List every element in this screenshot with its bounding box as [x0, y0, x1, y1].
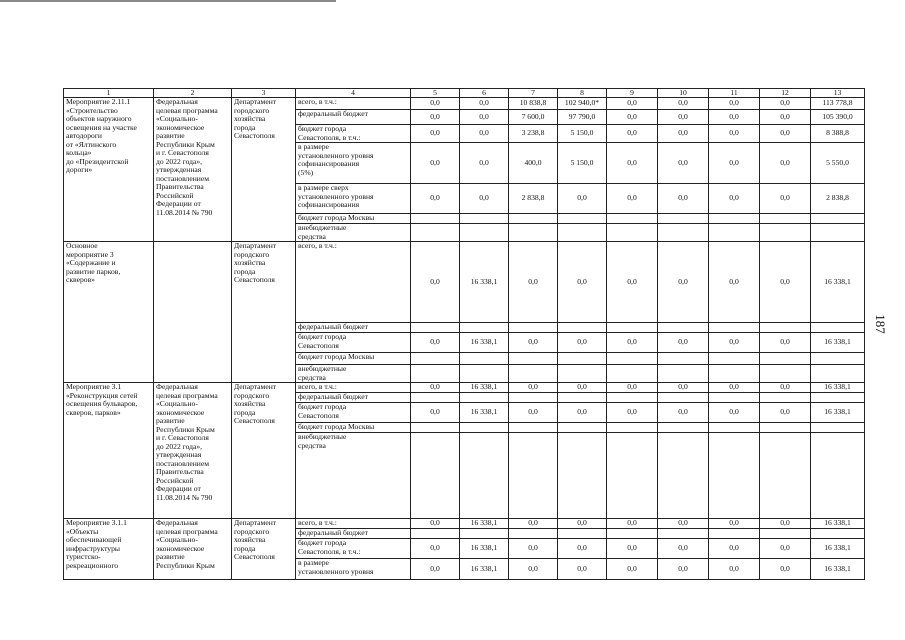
value-cell [509, 224, 558, 242]
header-cell: 1 [64, 89, 154, 98]
value-cell: 0,0 [509, 519, 558, 529]
program-cell [154, 242, 232, 383]
value-cell [811, 353, 865, 365]
value-cell [658, 393, 709, 403]
value-cell: 0,0 [658, 143, 709, 184]
funding-source-cell: в размере сверх установленного уровня софинансирования [296, 184, 411, 214]
funding-source-cell: федеральный бюджет [296, 393, 411, 403]
value-cell [760, 224, 811, 242]
value-cell: 0,0 [558, 333, 607, 353]
value-cell [709, 393, 760, 403]
value-cell: 0,0 [760, 242, 811, 323]
value-cell [460, 433, 509, 519]
value-cell: 0,0 [509, 383, 558, 393]
funding-source-cell: федеральный бюджет [296, 110, 411, 125]
header-cell: 4 [296, 89, 411, 98]
funding-source-cell: бюджет города Севастополя [296, 333, 411, 353]
value-cell: 0,0 [558, 559, 607, 580]
program-cell: Федеральная целевая программа «Социально- экономическое развитие Республики Крым и г. Севастополя до 2022 года», утвержденная постановлением Правительства Российской Федерации от 11.08.2014 № 790 [154, 383, 232, 519]
funding-source-cell: бюджет города Москвы [296, 214, 411, 224]
value-cell [811, 433, 865, 519]
value-cell [811, 224, 865, 242]
value-cell: 0,0 [709, 242, 760, 323]
value-cell [411, 353, 460, 365]
value-cell: 0,0 [760, 143, 811, 184]
value-cell [460, 529, 509, 539]
value-cell: 0,0 [460, 110, 509, 125]
value-cell [658, 433, 709, 519]
header-cell: 7 [509, 89, 558, 98]
funding-source-cell: бюджет города Севастополя, в т.ч.: [296, 125, 411, 143]
value-cell: 0,0 [411, 383, 460, 393]
value-cell: 0,0 [509, 403, 558, 423]
value-cell: 2 838,8 [811, 184, 865, 214]
value-cell: 0,0 [607, 559, 658, 580]
value-cell [558, 353, 607, 365]
value-cell [558, 214, 607, 224]
value-cell: 0,0 [709, 110, 760, 125]
value-cell: 0,0 [411, 333, 460, 353]
value-cell: 0,0 [709, 383, 760, 393]
table-body [64, 89, 865, 580]
value-cell: 97 790,0 [558, 110, 607, 125]
value-cell: 0,0 [509, 559, 558, 580]
value-cell [709, 224, 760, 242]
value-cell: 0,0 [607, 539, 658, 559]
budget-table [63, 88, 865, 580]
value-cell: 0,0 [411, 143, 460, 184]
value-cell: 16 338,1 [460, 333, 509, 353]
value-cell: 0,0 [607, 98, 658, 110]
header-cell: 9 [607, 89, 658, 98]
value-cell [760, 353, 811, 365]
value-cell: 0,0 [658, 333, 709, 353]
value-cell: 5 150,0 [558, 125, 607, 143]
value-cell [760, 529, 811, 539]
value-cell: 0,0 [411, 125, 460, 143]
value-cell [760, 433, 811, 519]
value-cell [760, 365, 811, 383]
value-cell [607, 433, 658, 519]
value-cell: 0,0 [658, 519, 709, 529]
value-cell [460, 353, 509, 365]
value-cell: 16 338,1 [460, 403, 509, 423]
value-cell: 16 338,1 [460, 539, 509, 559]
value-cell: 10 838,8 [509, 98, 558, 110]
value-cell [811, 423, 865, 433]
value-cell [709, 365, 760, 383]
value-cell [460, 365, 509, 383]
value-cell: 0,0 [760, 184, 811, 214]
value-cell [811, 393, 865, 403]
value-cell: 7 600,0 [509, 110, 558, 125]
value-cell: 16 338,1 [811, 383, 865, 393]
funding-source-cell: федеральный бюджет [296, 323, 411, 333]
value-cell: 0,0 [709, 403, 760, 423]
value-cell [658, 529, 709, 539]
value-cell: 0,0 [509, 539, 558, 559]
value-cell: 5 550,0 [811, 143, 865, 184]
value-cell: 0,0 [709, 184, 760, 214]
funding-source-cell: всего, в т.ч.: [296, 98, 411, 110]
value-cell [509, 433, 558, 519]
value-cell [607, 224, 658, 242]
value-cell: 113 778,8 [811, 98, 865, 110]
value-cell [509, 423, 558, 433]
table-row [64, 98, 865, 110]
value-cell [760, 393, 811, 403]
value-cell [811, 323, 865, 333]
value-cell: 0,0 [411, 559, 460, 580]
value-cell: 0,0 [658, 403, 709, 423]
value-cell: 0,0 [709, 333, 760, 353]
value-cell: 0,0 [658, 383, 709, 393]
table-row [64, 242, 865, 323]
value-cell [607, 423, 658, 433]
value-cell: 0,0 [411, 110, 460, 125]
value-cell [411, 433, 460, 519]
value-cell [411, 423, 460, 433]
executor-cell: Департамент городского хозяйства города Севастополя [232, 519, 296, 580]
value-cell: 0,0 [709, 125, 760, 143]
value-cell: 0,0 [411, 539, 460, 559]
value-cell [607, 529, 658, 539]
funding-source-cell: бюджет города Москвы [296, 423, 411, 433]
header-cell: 5 [411, 89, 460, 98]
value-cell: 16 338,1 [811, 242, 865, 323]
scan-edge-line [0, 0, 336, 2]
value-cell: 0,0 [760, 333, 811, 353]
value-cell: 0,0 [460, 184, 509, 214]
value-cell: 0,0 [760, 559, 811, 580]
value-cell [558, 224, 607, 242]
table-row [64, 383, 865, 393]
value-cell: 0,0 [760, 98, 811, 110]
value-cell: 0,0 [760, 110, 811, 125]
value-cell: 0,0 [709, 143, 760, 184]
header-cell: 8 [558, 89, 607, 98]
value-cell [709, 423, 760, 433]
value-cell [509, 353, 558, 365]
value-cell [709, 433, 760, 519]
value-cell [811, 529, 865, 539]
value-cell [658, 224, 709, 242]
funding-source-cell: внебюджетные средства [296, 433, 411, 519]
funding-source-cell: внебюджетные средства [296, 365, 411, 383]
value-cell: 0,0 [558, 403, 607, 423]
value-cell: 0,0 [658, 539, 709, 559]
value-cell: 16 338,1 [460, 519, 509, 529]
value-cell: 0,0 [658, 98, 709, 110]
value-cell: 0,0 [607, 403, 658, 423]
value-cell: 0,0 [658, 559, 709, 580]
value-cell [558, 365, 607, 383]
value-cell: 0,0 [411, 519, 460, 529]
value-cell: 0,0 [607, 519, 658, 529]
value-cell: 5 150,0 [558, 143, 607, 184]
value-cell [658, 323, 709, 333]
value-cell [460, 323, 509, 333]
value-cell: 16 338,1 [460, 242, 509, 323]
header-cell: 11 [709, 89, 760, 98]
value-cell [411, 214, 460, 224]
value-cell [658, 423, 709, 433]
value-cell [411, 393, 460, 403]
table-row [64, 519, 865, 529]
value-cell [509, 529, 558, 539]
value-cell [709, 529, 760, 539]
value-cell: 0,0 [607, 333, 658, 353]
page-number: 187 [873, 314, 888, 334]
header-cell: 3 [232, 89, 296, 98]
value-cell [607, 323, 658, 333]
value-cell: 0,0 [607, 110, 658, 125]
executor-cell: Департамент городского хозяйства города Севастополя [232, 383, 296, 519]
value-cell: 0,0 [558, 242, 607, 323]
value-cell: 0,0 [411, 184, 460, 214]
funding-source-cell: бюджет города Севастополя [296, 403, 411, 423]
value-cell: 0,0 [607, 184, 658, 214]
value-cell [411, 323, 460, 333]
value-cell [709, 323, 760, 333]
value-cell: 0,0 [411, 403, 460, 423]
value-cell: 0,0 [658, 110, 709, 125]
value-cell: 16 338,1 [811, 403, 865, 423]
value-cell [460, 423, 509, 433]
value-cell: 0,0 [709, 519, 760, 529]
value-cell: 0,0 [658, 184, 709, 214]
value-cell: 0,0 [760, 539, 811, 559]
value-cell [558, 423, 607, 433]
value-cell: 3 238,8 [509, 125, 558, 143]
value-cell [558, 393, 607, 403]
measure-name-cell: Мероприятие 2.11.1 «Строительство объектов наружного освещения на участке автодороги от «Ялтинского кольца» до «Президентской дороги» [64, 98, 154, 242]
value-cell [509, 323, 558, 333]
value-cell: 0,0 [460, 98, 509, 110]
value-cell: 105 390,0 [811, 110, 865, 125]
value-cell: 16 338,1 [811, 559, 865, 580]
value-cell [460, 214, 509, 224]
value-cell: 16 338,1 [811, 519, 865, 529]
value-cell: 16 338,1 [460, 383, 509, 393]
value-cell: 0,0 [607, 242, 658, 323]
funding-source-cell: внебюджетные средства [296, 224, 411, 242]
value-cell [607, 393, 658, 403]
funding-source-cell: всего, в т.ч.: [296, 519, 411, 529]
value-cell [607, 365, 658, 383]
executor-cell: Департамент городского хозяйства города Севастополя [232, 98, 296, 242]
value-cell: 16 338,1 [811, 539, 865, 559]
program-cell: Федеральная целевая программа «Социально- экономическое развитие Республики Крым и г. Севастополя до 2022 года», утвержденная постановлением Правительства Российской Федерации от 11.08.2014 № 790 [154, 98, 232, 242]
value-cell: 0,0 [760, 125, 811, 143]
value-cell [558, 529, 607, 539]
value-cell: 102 940,0* [558, 98, 607, 110]
header-row [64, 89, 865, 98]
value-cell: 0,0 [460, 125, 509, 143]
value-cell [760, 214, 811, 224]
value-cell: 2 838,8 [509, 184, 558, 214]
value-cell [460, 224, 509, 242]
measure-name-cell: Мероприятие 3.1.1 «Объекты обеспечивающей инфраструктуры туристско- рекреационного [64, 519, 154, 580]
measure-name-cell: Мероприятие 3.1 «Реконструкция сетей освещения бульваров, скверов, парков» [64, 383, 154, 519]
value-cell [558, 433, 607, 519]
value-cell: 0,0 [709, 539, 760, 559]
value-cell: 0,0 [760, 519, 811, 529]
value-cell [709, 353, 760, 365]
value-cell: 0,0 [460, 143, 509, 184]
value-cell: 0,0 [509, 242, 558, 323]
value-cell: 0,0 [658, 125, 709, 143]
value-cell [411, 365, 460, 383]
value-cell: 0,0 [558, 539, 607, 559]
value-cell [760, 423, 811, 433]
funding-source-cell: федеральный бюджет [296, 529, 411, 539]
funding-source-cell: в размере установленного уровня софинансирования (5%) [296, 143, 411, 184]
value-cell: 0,0 [760, 383, 811, 393]
funding-source-cell: всего, в т.ч.: [296, 242, 411, 323]
value-cell [709, 214, 760, 224]
program-cell: Федеральная целевая программа «Социально- экономическое развитие Республики Крым [154, 519, 232, 580]
value-cell: 0,0 [607, 383, 658, 393]
value-cell: 0,0 [411, 242, 460, 323]
measure-name-cell: Основное мероприятие 3 «Содержание и развитие парков, скверов» [64, 242, 154, 383]
value-cell: 0,0 [411, 98, 460, 110]
value-cell [411, 529, 460, 539]
value-cell [509, 393, 558, 403]
header-cell: 13 [811, 89, 865, 98]
value-cell: 0,0 [607, 143, 658, 184]
header-cell: 10 [658, 89, 709, 98]
value-cell [411, 224, 460, 242]
value-cell: 0,0 [658, 242, 709, 323]
value-cell [607, 353, 658, 365]
funding-source-cell: в размере установленного уровня [296, 559, 411, 580]
value-cell: 400,0 [509, 143, 558, 184]
value-cell [811, 365, 865, 383]
value-cell [607, 214, 658, 224]
value-cell: 0,0 [709, 98, 760, 110]
executor-cell: Департамент городского хозяйства города Севастополя [232, 242, 296, 383]
header-cell: 12 [760, 89, 811, 98]
value-cell [558, 323, 607, 333]
value-cell: 0,0 [558, 519, 607, 529]
value-cell [760, 323, 811, 333]
value-cell [658, 365, 709, 383]
value-cell: 16 338,1 [811, 333, 865, 353]
value-cell: 0,0 [558, 184, 607, 214]
funding-source-cell: бюджет города Севастополя, в т.ч.: [296, 539, 411, 559]
value-cell [509, 365, 558, 383]
value-cell: 8 388,8 [811, 125, 865, 143]
value-cell [658, 353, 709, 365]
value-cell: 0,0 [509, 333, 558, 353]
value-cell: 16 338,1 [460, 559, 509, 580]
funding-source-cell: всего, в т.ч.: [296, 383, 411, 393]
value-cell: 0,0 [607, 125, 658, 143]
value-cell [811, 214, 865, 224]
value-cell [658, 214, 709, 224]
value-cell [509, 214, 558, 224]
header-cell: 2 [154, 89, 232, 98]
value-cell: 0,0 [709, 559, 760, 580]
funding-source-cell: бюджет города Москвы [296, 353, 411, 365]
value-cell: 0,0 [558, 383, 607, 393]
header-cell: 6 [460, 89, 509, 98]
value-cell [460, 393, 509, 403]
value-cell: 0,0 [760, 403, 811, 423]
